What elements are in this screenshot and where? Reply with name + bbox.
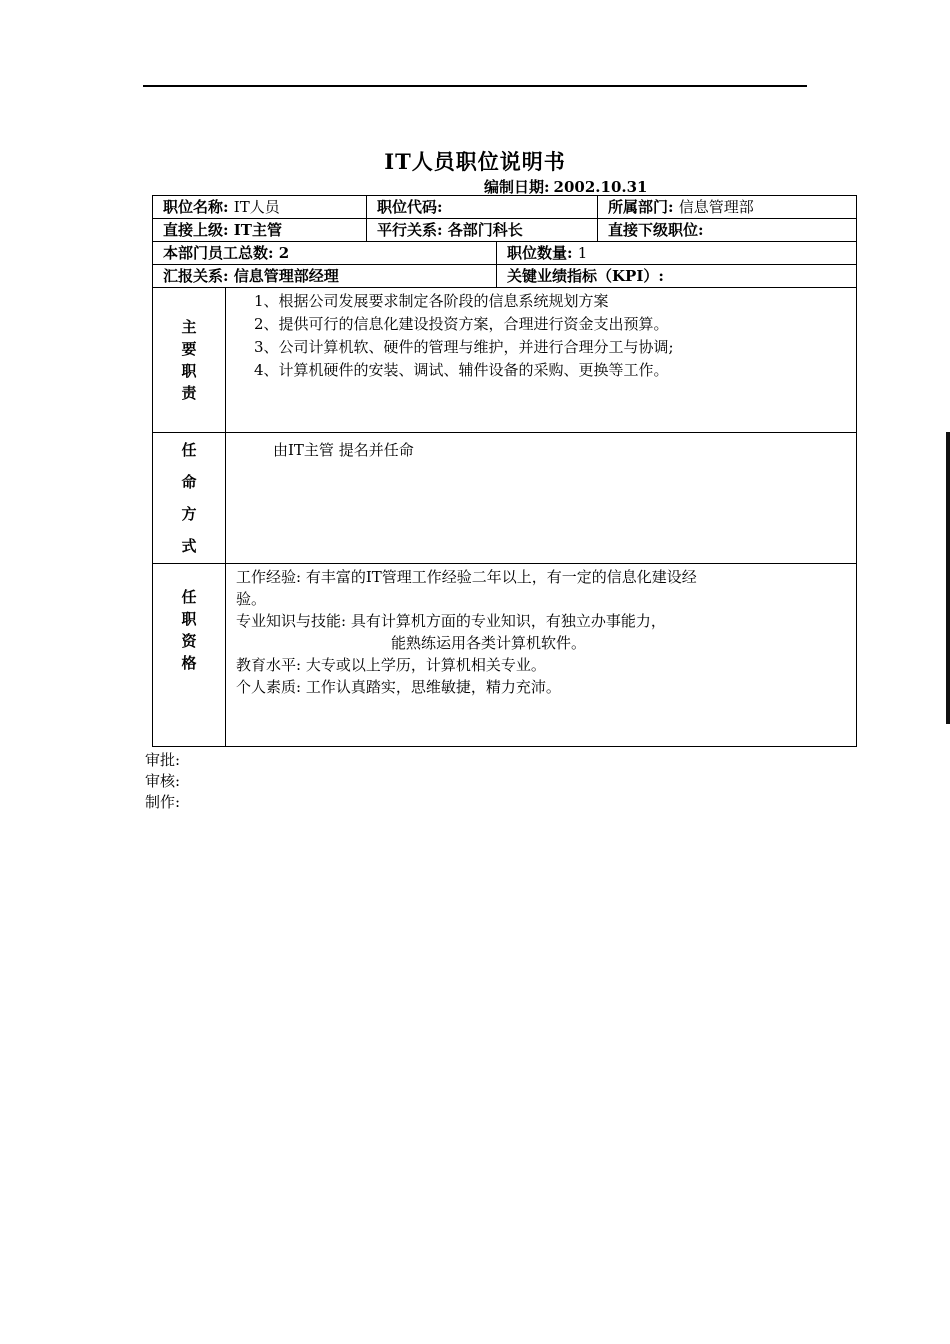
- table-row-1: [153, 196, 857, 219]
- department-cell: [598, 196, 857, 219]
- appointment-side-char: 任: [181, 441, 197, 459]
- duties-side-label: [153, 288, 226, 433]
- position-name-value: IT人员: [233, 198, 280, 216]
- appointment-text: 由IT主管 提名并任命: [273, 441, 414, 459]
- qualifications-side-char: 格: [181, 654, 197, 672]
- report-cell: [153, 265, 497, 288]
- department-value: 信息管理部: [678, 198, 754, 216]
- duties-side-char: 要: [181, 340, 197, 358]
- duty-item: 3、公司计算机软、硬件的管理与维护，并进行合理分工与协调;: [254, 338, 674, 356]
- subordinate-label: 直接下级职位:: [608, 221, 704, 239]
- quality-line: 个人素质: 工作认真踏实，思维敏捷，精力充沛。: [236, 678, 561, 696]
- superior-label: 直接上级:: [163, 221, 229, 239]
- staff-total-value: 2: [278, 244, 290, 262]
- document-title: IT人员职位说明书: [384, 149, 566, 174]
- job-description-table: [152, 195, 856, 747]
- qualifications-content: [226, 564, 857, 747]
- appointment-side-char: 方: [181, 505, 197, 523]
- date-value: 2002.10.31: [553, 178, 648, 196]
- duties-side-char: 主: [181, 318, 197, 336]
- department-label: 所属部门:: [608, 198, 674, 216]
- position-count-value: 1: [577, 244, 588, 262]
- duty-item: 4、计算机硬件的安装、调试、辅件设备的采购、更换等工作。: [254, 361, 669, 379]
- prepare-label: 制作:: [145, 793, 181, 811]
- duties-side-char: 责: [181, 384, 197, 402]
- position-count-label: 职位数量:: [507, 244, 573, 262]
- appointment-row: [153, 433, 857, 564]
- qualifications-side-char: 职: [181, 610, 197, 628]
- knowledge-line: 专业知识与技能: 具有计算机方面的专业知识，有独立办事能力，: [236, 612, 666, 630]
- superior-value: IT主管: [233, 221, 282, 239]
- kpi-label: 关键业绩指标（KPI）:: [507, 267, 664, 285]
- position-count-cell: [497, 242, 857, 265]
- duty-item: 1、根据公司发展要求制定各阶段的信息系统规划方案: [254, 292, 609, 310]
- report-value: 信息管理部经理: [233, 267, 339, 285]
- page-edge-mark: [946, 432, 950, 724]
- kpi-cell: [497, 265, 857, 288]
- header-rule: [143, 85, 807, 87]
- qualifications-row: [153, 564, 857, 747]
- qualifications-side-label: [153, 564, 226, 747]
- qualifications-side-char: 资: [181, 632, 197, 650]
- appointment-side-label: [153, 433, 226, 564]
- duties-row: [153, 288, 857, 433]
- position-code-cell: [367, 196, 598, 219]
- duty-item: 2、提供可行的信息化建设投资方案，合理进行资金支出预算。: [254, 315, 669, 333]
- table-row-4: [153, 265, 857, 288]
- parallel-cell: [367, 219, 598, 242]
- table-row-2: [153, 219, 857, 242]
- duties-side-char: 职: [181, 362, 197, 380]
- superior-cell: [153, 219, 367, 242]
- position-name-cell: [153, 196, 367, 219]
- duties-content: [226, 288, 857, 433]
- position-code-label: 职位代码:: [377, 198, 443, 216]
- staff-total-cell: [153, 242, 497, 265]
- signoff-block: [145, 750, 180, 813]
- appointment-content: [226, 433, 857, 564]
- table-row-3: [153, 242, 857, 265]
- appointment-side-char: 命: [181, 473, 197, 491]
- review-label: 审核:: [145, 772, 181, 790]
- position-name-label: 职位名称:: [163, 198, 229, 216]
- appointment-side-char: 式: [181, 537, 197, 555]
- experience-line: 工作经验: 有丰富的IT管理工作经验二年以上，有一定的信息化建设经: [236, 568, 697, 586]
- qualifications-side-char: 任: [181, 588, 197, 606]
- experience-line: 验。: [236, 590, 267, 608]
- parallel-label: 平行关系:: [377, 221, 443, 239]
- date-label: 编制日期:: [484, 178, 550, 196]
- report-label: 汇报关系:: [163, 267, 229, 285]
- staff-total-label: 本部门员工总数:: [163, 244, 274, 262]
- knowledge-line: 能熟练运用各类计算机软件。: [391, 634, 587, 652]
- date-line: [480, 176, 648, 197]
- subordinate-cell: [598, 219, 857, 242]
- parallel-value: 各部门科长: [447, 221, 523, 239]
- approve-label: 审批:: [145, 751, 181, 769]
- education-line: 教育水平: 大专或以上学历，计算机相关专业。: [236, 656, 546, 674]
